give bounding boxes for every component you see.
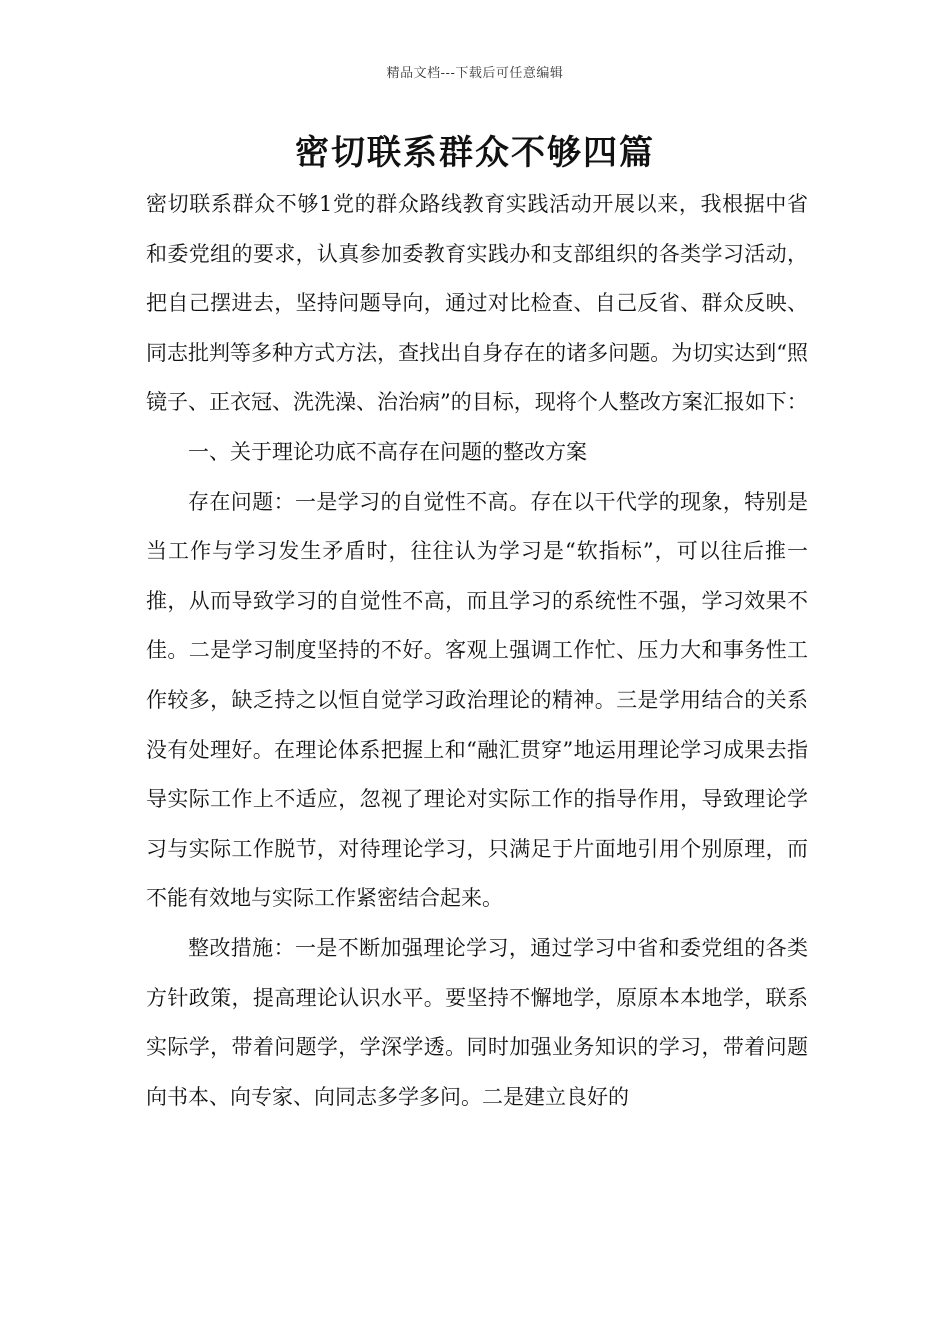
section-heading: 一、关于理论功底不高存在问题的整改方案	[188, 439, 587, 464]
measures-paragraph: 整改措施：一是不断加强理论学习，通过学习中省和委党组的各类方针政策，提高理论认识水平。要坚持不懈地学，原原本本地学，联系实际学，带着问题学，学深学透。同时加强业务知识的学习，带着问题向书本、向专家、向同志多学多问。二是建立良好的	[146, 935, 808, 1109]
intro-paragraph: 密切联系群众不够1党的群众路线教育实践活动开展以来，我根据中省和委党组的要求，认真参加委教育实践办和支部组织的各类学习活动，把自己摆进去，坚持问题导向，通过对比检查、自己反省、群众反映、同志批判等多种方式方法，查找出自身存在的诸多问题。为切实达到“照镜子、正衣冠、洗洗澡、治治病”的目标，现将个人整改方案汇报如下：	[146, 192, 808, 415]
problems-paragraph: 存在问题：一是学习的自觉性不高。存在以干代学的现象，特别是当工作与学习发生矛盾时，往往认为学习是“软指标”，可以往后推一推，从而导致学习的自觉性不高，而且学习的系统性不强，学习效果不佳。二是学习制度坚持的不好。客观上强调工作忙、压力大和事务性工作较多，缺乏持之以恒自觉学习政治理论的精神。三是学用结合的关系没有处理好。在理论体系把握上和“融汇贯穿”地运用理论学习成果去指导实际工作上不适应，忽视了理论对实际工作的指导作用，导致理论学习与实际工作脱节，对待理论学习，只满足于片面地引用个别原理，而不能有效地与实际工作紧密结合起来。	[146, 489, 808, 911]
document-title: 密切联系群众不够四篇	[295, 133, 655, 173]
header-note: 精品文档---下载后可任意编辑	[386, 66, 564, 81]
document-body	[146, 180, 808, 1122]
